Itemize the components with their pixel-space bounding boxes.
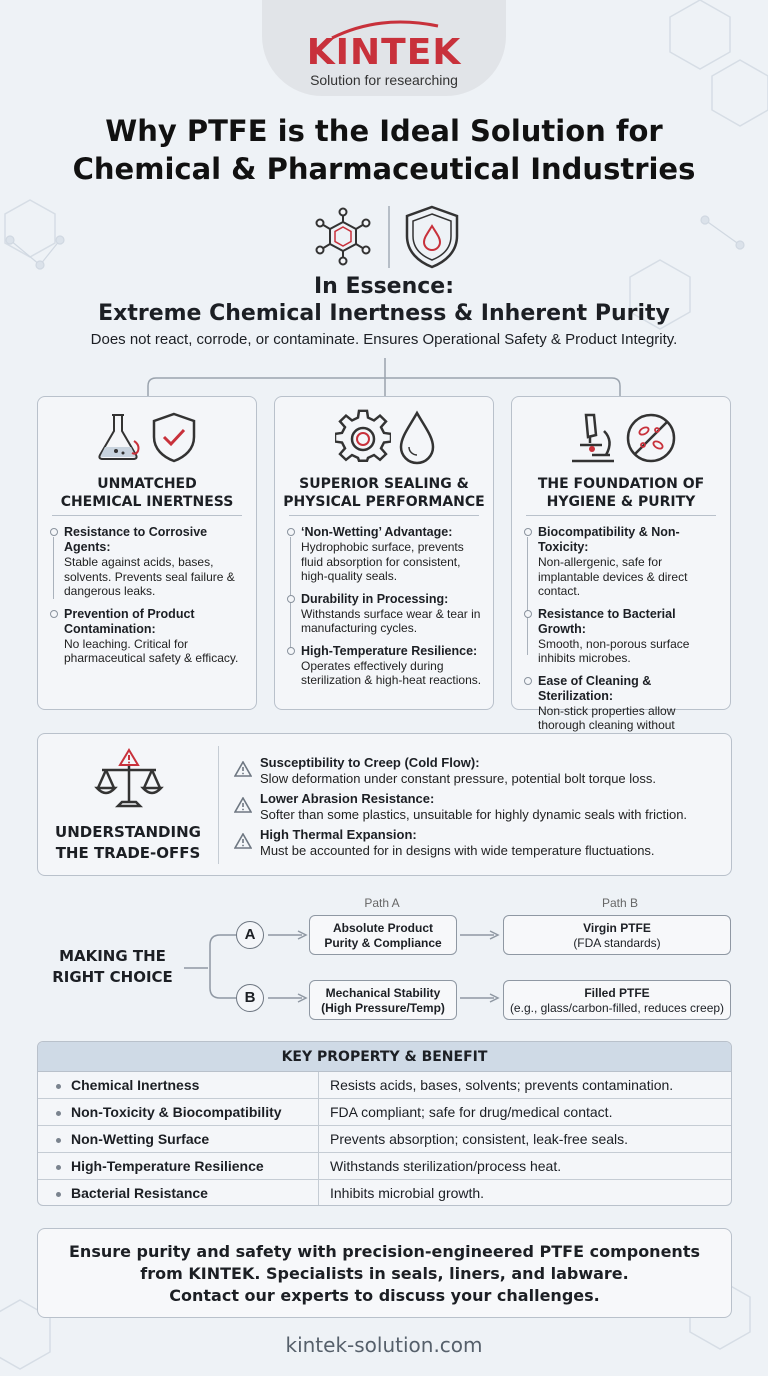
card-title-line-1: SUPERIOR SEALING & [299, 476, 469, 492]
list-item [50, 525, 248, 599]
column-divider [318, 1072, 319, 1098]
column-divider [318, 1153, 319, 1179]
item-text: manufacturing cycles. [301, 621, 418, 635]
item-heading: Resistance to Bacterial Growth: [538, 606, 676, 636]
table-row [38, 1099, 731, 1126]
item-heading: Contamination: [64, 621, 156, 636]
brand-logo[interactable]: KINTEK [306, 32, 462, 73]
list-item [524, 525, 722, 599]
item-text: dangerous leaks. [64, 584, 156, 598]
result-line: (FDA standards) [573, 936, 661, 950]
item-text: Withstands surface wear & tear in [301, 606, 481, 621]
title-line-1: Why PTFE is the Ideal Solution for [105, 114, 663, 148]
tradeoffs-panel [37, 733, 732, 876]
tradeoff-heading: Lower Abrasion Resistance: [260, 791, 435, 806]
column-divider [318, 1126, 319, 1152]
tradeoff-item [234, 827, 724, 859]
item-heading: High-Temperature Resilience: [301, 643, 478, 658]
benefit-cell: Inhibits microbial growth. [330, 1185, 485, 1201]
path-a-marker: A [236, 921, 264, 949]
item-heading: Durability in Processing: [301, 591, 449, 606]
card-divider [289, 515, 479, 516]
bullet-dot [287, 528, 295, 536]
bullet-dot [56, 1192, 61, 1197]
card-divider [52, 515, 242, 516]
property-text: High-Temperature Resilience [71, 1158, 264, 1174]
requirement-line: Purity & Compliance [324, 936, 442, 950]
tradeoff-text: Softer than some plastics, unsuitable for highly dynamic seals with friction. [260, 807, 688, 822]
card-items [287, 525, 485, 696]
cta-line: Contact our experts to discuss your challenges. [169, 1286, 600, 1305]
bullet-dot [56, 1138, 61, 1143]
card-title-line-1: UNMATCHED [97, 476, 197, 492]
item-text: solvents. Prevents seal failure & [64, 569, 235, 584]
title-line-2: Chemical & Pharmaceutical Industries [72, 152, 696, 186]
molecule-icon [310, 206, 376, 266]
result-line: (e.g., glass/carbon-filled, reduces creep) [509, 1001, 725, 1015]
shield-drop-icon [402, 204, 462, 270]
requirement-line: Absolute Product [332, 921, 433, 935]
flask-icon [96, 411, 144, 463]
item-text: No leaching. Critical for [64, 636, 189, 651]
essence-description: Does not react, corrode, or contaminate. Ensures Operational Safety & Product Integrity. [90, 331, 678, 348]
cta-box[interactable] [37, 1228, 732, 1318]
warning-icon [234, 797, 252, 813]
choice-title [40, 946, 185, 988]
result-line: Filled PTFE [584, 986, 650, 1000]
card-title-line-1: THE FOUNDATION OF [537, 476, 705, 492]
property-cell [56, 1072, 316, 1099]
bullet-dot [50, 610, 58, 618]
website-link[interactable]: kintek-solution.com [285, 1333, 483, 1357]
column-divider [318, 1180, 319, 1206]
item-text: Smooth, non-porous surface [538, 636, 690, 651]
column-divider [318, 1099, 319, 1125]
property-text: Non-Toxicity & Biocompatibility [71, 1104, 282, 1120]
card-title-line-2: PHYSICAL PERFORMANCE [283, 494, 485, 510]
benefit-cell: Resists acids, bases, solvents; prevents contamination. [330, 1077, 674, 1093]
property-text: Bacterial Resistance [71, 1185, 208, 1201]
table-header: KEY PROPERTY & BENEFIT [38, 1042, 731, 1072]
item-text: thorough cleaning without [538, 718, 675, 732]
bullet-dot [50, 528, 58, 536]
bullet-dot [56, 1111, 61, 1116]
item-text: implantable devices & direct [538, 569, 688, 584]
card-title [275, 475, 493, 511]
item-heading: Resistance to Corrosive Agents: [64, 525, 208, 554]
item-text: Non-stick properties allow [538, 703, 676, 718]
tradeoff-text: Slow deformation under constant pressure, potential bolt torque loss. [260, 771, 657, 786]
brand-tagline: Solution for researching [310, 72, 458, 88]
balance-scale-warning-icon [94, 748, 164, 812]
shield-check-icon [150, 411, 198, 463]
item-heading: ‘Non-Wetting’ Advantage: [301, 525, 453, 539]
path-b-result [503, 980, 731, 1020]
bullet-dot [56, 1084, 61, 1089]
tradeoff-text: Must be accounted for in designs with wide temperature fluctuations. [260, 843, 655, 858]
cta-line: Ensure purity and safety with precision-engineered PTFE components [69, 1242, 700, 1261]
tradeoff-heading: Susceptibility to Creep (Cold Flow): [260, 755, 480, 770]
card-divider [526, 515, 716, 516]
path-b-label: Path B [601, 896, 639, 910]
benefit-cell: Withstands sterilization/process heat. [330, 1158, 562, 1174]
microscope-icon [568, 409, 618, 465]
item-text: high-quality seals. [301, 569, 398, 583]
item-text: Hydrophobic surface, prevents [301, 540, 464, 554]
list-item [287, 525, 485, 584]
property-cell [56, 1153, 316, 1180]
bullet-dot [287, 647, 295, 655]
table-row [38, 1153, 731, 1180]
card-title-line-2: CHEMICAL INERTNESS [60, 494, 234, 510]
property-cell [56, 1126, 316, 1153]
item-text: pharmaceutical safety & efficacy. [64, 651, 239, 665]
path-a-requirement [309, 915, 457, 955]
page-title [20, 112, 748, 188]
property-cell [56, 1099, 316, 1126]
bullet-dot [287, 595, 295, 603]
choice-title-line-1: MAKING THE [59, 947, 166, 965]
bullet-dot [56, 1165, 61, 1170]
table-row [38, 1180, 731, 1206]
choice-title-line-2: RIGHT CHOICE [52, 968, 173, 986]
path-a-label: Path A [364, 896, 400, 910]
item-text: Stable against acids, bases, [64, 555, 214, 569]
gear-icon [335, 409, 391, 465]
tree-connector [0, 356, 768, 398]
tradeoff-item [234, 755, 724, 787]
list-item [287, 592, 485, 636]
benefit-cell: Prevents absorption; consistent, leak-free seals. [330, 1131, 629, 1147]
item-text: fluid absorption for consistent, [301, 554, 461, 569]
path-b-marker: B [236, 984, 264, 1012]
essence-title-line-1: In Essence: [313, 274, 455, 299]
tradeoff-item [234, 791, 724, 823]
card-title-line-2: HYGIENE & PURITY [546, 494, 696, 510]
list-item [287, 644, 485, 688]
warning-icon [234, 833, 252, 849]
warning-icon [234, 761, 252, 777]
no-bacteria-icon [624, 411, 678, 465]
card-items [524, 525, 722, 755]
bullet-dot [524, 528, 532, 536]
result-line: Virgin PTFE [583, 921, 651, 935]
icon-divider [388, 206, 390, 268]
property-text: Non-Wetting Surface [71, 1131, 210, 1147]
item-heading: Ease of Cleaning & Sterilization: [538, 673, 652, 703]
item-text: Non-allergenic, safe for [538, 555, 663, 569]
tradeoff-heading: High Thermal Expansion: [260, 827, 417, 842]
tradeoffs-title [38, 822, 218, 864]
benefit-cell: FDA compliant; safe for drug/medical contact. [330, 1104, 613, 1120]
item-heading: Prevention of Product [64, 606, 195, 621]
essence-title-line-2: Extreme Chemical Inertness & Inherent Purity [98, 301, 670, 326]
item-text: Operates effectively during [301, 658, 444, 673]
card-items [50, 525, 248, 674]
card-hygiene-purity [511, 396, 731, 732]
essence-title [20, 273, 748, 327]
item-text: sterilization & high-heat reactions. [301, 673, 482, 687]
requirement-line: Mechanical Stability [325, 986, 441, 1000]
card-title [512, 475, 730, 511]
cta-text [38, 1241, 731, 1307]
bullet-dot [524, 677, 532, 685]
cta-line: from KINTEK. Specialists in seals, liners, and labware. [140, 1264, 629, 1283]
list-item [50, 607, 248, 666]
path-b-requirement [309, 980, 457, 1020]
property-cell [56, 1180, 316, 1206]
card-title [38, 475, 256, 511]
tradeoffs-title-line-2: THE TRADE-OFFS [55, 844, 201, 862]
path-a-result [503, 915, 731, 955]
table-row [38, 1126, 731, 1153]
water-drop-icon [397, 409, 437, 465]
tradeoffs-title-line-1: UNDERSTANDING [55, 823, 201, 841]
bullet-dot [524, 610, 532, 618]
item-text: inhibits microbes. [538, 651, 631, 665]
card-sealing-performance [274, 396, 494, 710]
tradeoffs-divider [218, 746, 219, 864]
requirement-line: (High Pressure/Temp) [321, 1001, 445, 1015]
item-heading: Biocompatibility & Non-Toxicity: [538, 525, 680, 554]
item-text: contact. [538, 584, 581, 598]
list-item [524, 607, 722, 666]
card-chemical-inertness [37, 396, 257, 710]
property-text: Chemical Inertness [71, 1077, 200, 1093]
table-row [38, 1072, 731, 1099]
property-benefit-table [37, 1041, 732, 1206]
